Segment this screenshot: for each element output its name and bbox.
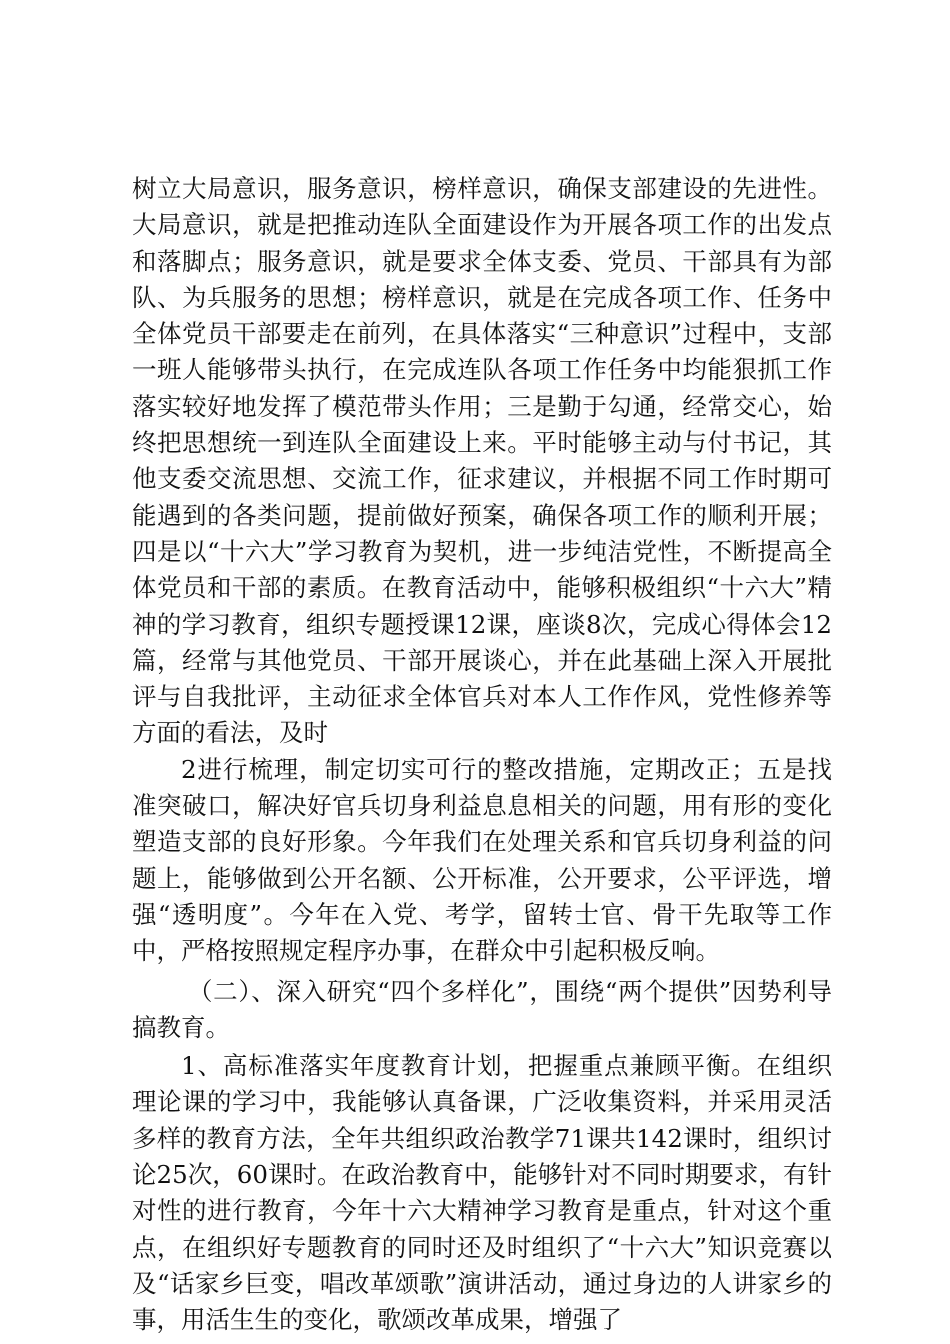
section-heading-education: （二）、深入研究“四个多样化”，围绕“两个提供”因势利导搞教育。 (132, 976, 832, 1042)
document-body (132, 171, 832, 1339)
paragraph-education-plan: 1、高标准落实年度教育计划，把握重点兼顾平衡。在组织理论课的学习中，我能够认真备课，广泛收集资料，并采用灵活多样的教育方法，全年共组织政治教学71课共142课时，组织讨论25次，60课时。在政治教育中，能够针对不同时期要求，有针对性的进行教育，今年十六大精神学习教育是重点，针对这个重点，在组织好专题教育的同时还及时组织了“十六大”知识竞赛以及“话家乡巨变，唱改革颂歌”演讲活动，通过身边的人讲家乡的事，用活生生的变化，歌颂改革成果，增强了 (132, 1051, 832, 1335)
paragraph-branch-construction: 树立大局意识，服务意识，榜样意识，确保支部建设的先进性。大局意识，就是把推动连队全面建设作为开展各项工作的出发点和落脚点；服务意识，就是要求全体支委、党员、干部具有为部队、为兵服务的思想；榜样意识，就是在完成各项工作、任务中全体党员干部要走在前列，在具体落实“三种意识”过程中，支部一班人能够带头执行，在完成连队各项工作任务中均能狠抓工作落实较好地发挥了模范带头作用；三是勤于勾通，经常交心，始终把思想统一到连队全面建设上来。平时能够主动与付书记，其他支委交流思想、交流工作，征求建议，并根据不同工作时期可能遇到的各类问题，提前做好预案，确保各项工作的顺利开展；四是以“十六大”学习教育为契机，进一步纯洁党性，不断提高全体党员和干部的素质。在教育活动中，能够积极组织“十六大”精神的学习教育，组织专题授课12课，座谈8次，完成心得体会12篇，经常与其他党员、干部开展谈心，并在此基础上深入开展批评与自我批评，主动征求全体官兵对本人工作作风，党性修养等方面的看法，及时 (132, 174, 832, 748)
paragraph-rectification: 2进行梳理，制定切实可行的整改措施，定期改正；五是找准突破口，解决好官兵切身利益息息相关的问题，用有形的变化塑造支部的良好形象。今年我们在处理关系和官兵切身利益的问题上，能够做到公开名额、公开标准，公开要求，公平评选，增强“透明度”。今年在入党、考学，留转士官、骨干先取等工作中，严格按照规定程序办事，在群众中引起积极反响。 (132, 754, 832, 966)
